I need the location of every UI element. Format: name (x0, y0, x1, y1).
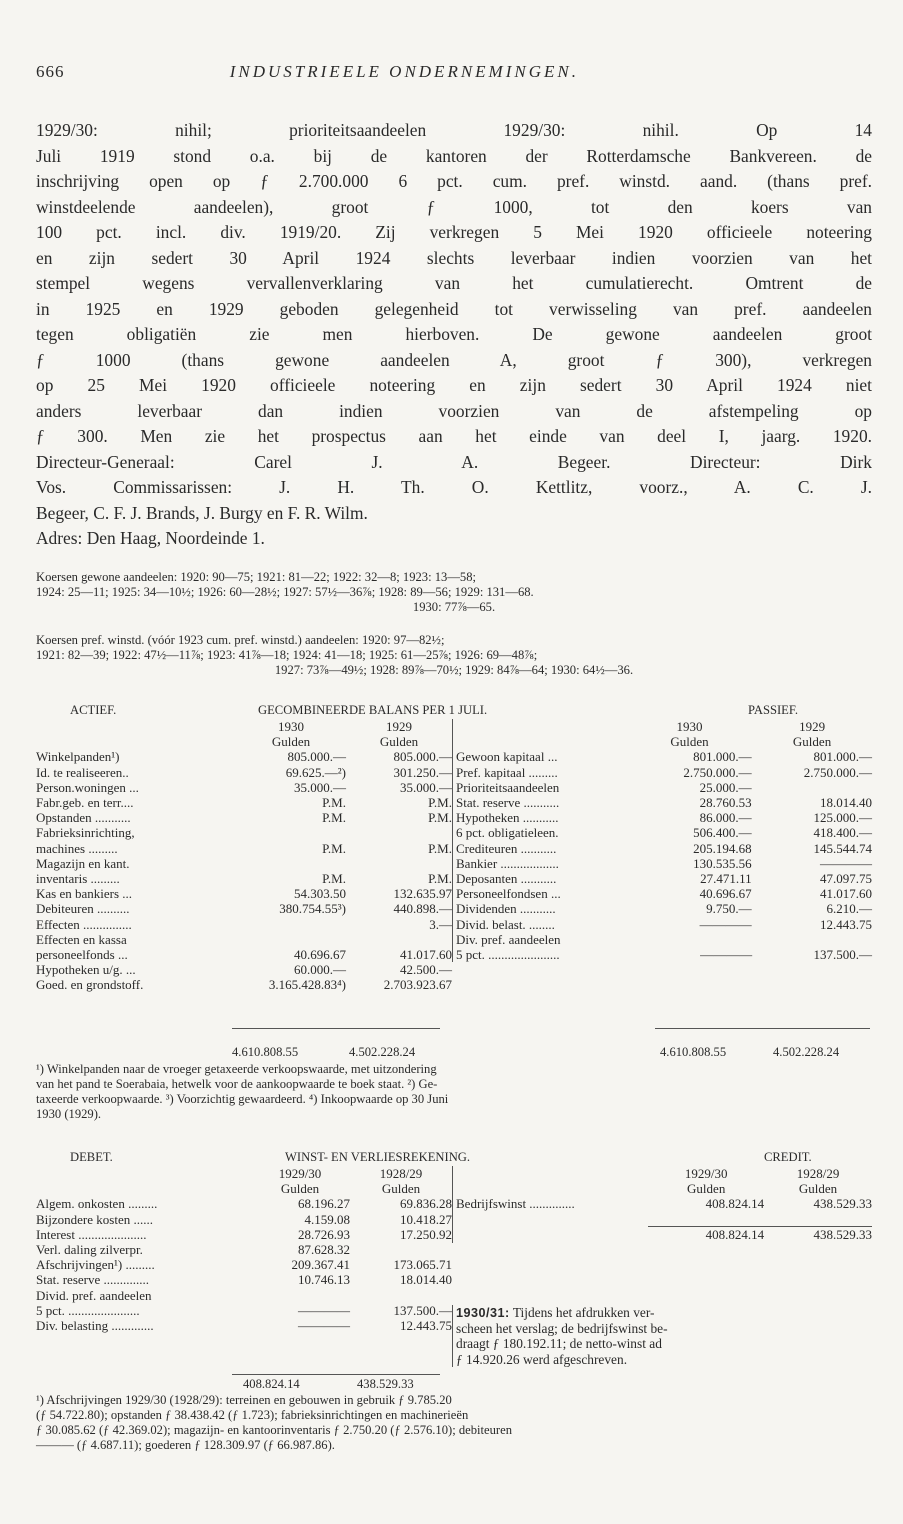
row-value: 18.014.40 (820, 795, 872, 811)
winst-debet-label: DEBET. (70, 1150, 113, 1164)
row-value: 2.750.000.— (683, 764, 752, 780)
credit-total-2: 438.529.33 (764, 1227, 872, 1243)
table-row (36, 932, 452, 947)
row-label: Bankier .................. (453, 856, 628, 871)
row-label: Fabrieksinrichting, (36, 825, 135, 841)
quotes-gewone (36, 570, 872, 615)
balance-note-line: ¹) Winkelpanden naar de vroeger getaxeerde verkoopswaarde, met uitzondering (36, 1062, 437, 1076)
body-line: Directeur-Generaal: Carel J. A. Begeer. Directeur: Dirk (36, 451, 872, 472)
body-line: 100 pct. incl. div. 1919/20. Zij verkregen 5 Mei 1920 officieele noteering (36, 222, 872, 242)
row-value (752, 780, 872, 795)
row-label: Div. pref. aandeelen (453, 932, 628, 947)
row-value: 132.635.97 (393, 886, 452, 902)
table-row (453, 901, 873, 916)
row-value (346, 856, 452, 871)
row-value: 4.159.08 (304, 1211, 350, 1227)
table-row (453, 932, 873, 947)
row-value: 301.250.— (393, 764, 452, 780)
row-value (346, 825, 452, 840)
row-value: 3.165.428.83⁴) (268, 977, 346, 993)
table-row (36, 1288, 452, 1303)
body-line: ƒ 1000 (thans gewone aandeelen A, groot ƒ 300), verkregen (36, 349, 872, 370)
table-row (36, 886, 452, 901)
row-value: 54.303.50 (294, 886, 346, 902)
year-heading: 1928/29 (379, 1166, 423, 1181)
table-row (36, 1272, 452, 1287)
row-label: Stat. reserve ........... (453, 795, 628, 810)
body-line: Adres: Den Haag, Noordeinde 1. (36, 528, 265, 548)
year-heading: 1929/30 (278, 1166, 322, 1181)
row-label: 5 pct. ...................... (36, 1302, 140, 1318)
body-line: anders leverbaar dan indien voorzien van de afstempeling op (36, 400, 872, 421)
table-row (36, 1242, 452, 1257)
table-row (453, 780, 873, 795)
row-value: P.M. (428, 795, 452, 811)
row-value: 87.628.32 (298, 1242, 350, 1258)
row-value: P.M. (322, 795, 346, 811)
balance-total-rule-left (232, 1028, 440, 1029)
row-value: 41.017.60 (400, 947, 452, 963)
body-line: ƒ 300. Men zie het prospectus aan het einde van deel I, jaarg. 1920. (36, 426, 872, 446)
row-label: Hypotheken ........... (453, 810, 628, 825)
footnote (36, 1393, 872, 1453)
row-label: Div. belasting ............. (36, 1318, 154, 1334)
table-row (36, 825, 452, 840)
row-value: ———— (298, 1302, 350, 1318)
body-text (36, 118, 872, 552)
quotes-gewone-line: 1924: 25—11; 1925: 34—10½; 1926: 60—28½; 1927: 57½—36⅞; 1928: 89—56; 1929: 131—68. (36, 585, 534, 599)
page-header (36, 62, 579, 82)
balance-title: GECOMBINEERDE BALANS PER 1 JULI. (258, 703, 488, 717)
balance-total-left-2: 4.502.228.24 (349, 1045, 416, 1059)
row-value: 17.250.92 (400, 1226, 452, 1242)
table-row (36, 977, 452, 992)
row-value (627, 932, 752, 947)
table-row (36, 901, 452, 916)
row-value: 805.000.— (287, 749, 346, 765)
row-value: ———— (298, 1318, 350, 1334)
row-label: Interest ..................... (36, 1226, 147, 1242)
balance-total-rule-right (655, 1028, 870, 1029)
debet-total-2: 438.529.33 (357, 1377, 414, 1391)
row-label: Afschrijvingen¹) ......... (36, 1257, 155, 1273)
row-value: 86.000.— (699, 810, 752, 826)
table-row (36, 1212, 452, 1227)
footnote-line: ——— (ƒ 4.687.11); goederen ƒ 128.309.97 (ƒ 66.987.86). (36, 1438, 335, 1452)
row-label: Divid. belast. ........ (453, 917, 628, 932)
row-label: Effecten en kassa (36, 931, 127, 947)
table-row (453, 1196, 873, 1211)
balance-total-right-1: 4.610.808.55 (660, 1045, 727, 1059)
row-value: 438.529.33 (813, 1196, 872, 1212)
footnote-line: ¹) Afschrijvingen 1929/30 (1928/29): terreinen en gebouwen in gebruik ƒ 9.785.20 (36, 1393, 452, 1407)
row-value: 801.000.— (813, 749, 872, 765)
body-line: inschrijving open op ƒ 2.700.000 6 pct. cum. pref. winstd. aand. (thans pref. (36, 171, 872, 191)
balance-note-line: 1930 (1929). (36, 1107, 102, 1121)
winst-debet-table (36, 1166, 452, 1333)
row-value: 25.000.— (699, 779, 752, 795)
row-value: 40.696.67 (294, 947, 346, 963)
row-label: inventaris ......... (36, 871, 120, 887)
unit-heading: Gulden (670, 734, 709, 750)
body-line: in 1925 en 1929 geboden gelegenheid tot verwisseling van pref. aandeelen (36, 298, 872, 319)
footnote-line: (ƒ 54.722.80); opstanden ƒ 38.438.42 (ƒ 1.723); fabrieksinrichtingen en machinerieën (36, 1408, 469, 1422)
row-label: machines ......... (36, 840, 118, 856)
row-label: Gewoon kapitaal ... (453, 749, 628, 764)
row-value: 801.000.— (693, 749, 752, 765)
row-value: 805.000.— (393, 749, 452, 765)
row-value: 137.500.— (813, 947, 872, 963)
row-value: 440.898.— (393, 901, 452, 917)
body-lines (36, 118, 872, 552)
row-label: Dividenden ........... (453, 901, 628, 916)
balance-total-left-1: 4.610.808.55 (232, 1045, 299, 1059)
row-label: Winkelpanden¹) (36, 749, 120, 765)
table-row (453, 886, 873, 901)
table-row (36, 962, 452, 977)
row-value: 42.500.— (400, 962, 452, 978)
row-label: Personeelfondsen ... (453, 886, 628, 901)
row-label: Effecten ............... (36, 916, 132, 932)
row-value: 6.210.— (826, 901, 872, 917)
row-label: Verl. daling zilverpr. (36, 1242, 143, 1258)
table-row (36, 810, 452, 825)
row-value: 69.836.28 (400, 1196, 452, 1212)
table-row (453, 825, 873, 840)
table-row (453, 917, 873, 932)
table-row (36, 749, 452, 764)
row-value: 145.544.74 (813, 840, 872, 856)
table-row (36, 1318, 452, 1333)
row-value: 60.000.— (294, 962, 346, 978)
row-value: 137.500.— (393, 1302, 452, 1318)
body-line: Begeer, C. F. J. Brands, J. Burgy en F. R. Wilm. (36, 502, 368, 523)
table-row (36, 780, 452, 795)
body-line: op 25 Mei 1920 officieele noteering en zijn sedert 30 April 1924 niet (36, 375, 872, 395)
balance-passief-label: PASSIEF. (748, 703, 798, 717)
row-label: 6 pct. obligatieleen. (453, 825, 628, 840)
table-row (453, 871, 873, 886)
row-value: 173.065.71 (393, 1257, 452, 1273)
row-label: Pref. kapitaal ......... (453, 765, 628, 780)
row-value (350, 1288, 452, 1303)
winst-credit-table (452, 1166, 872, 1243)
row-value: P.M. (428, 871, 452, 887)
row-value: 209.367.41 (291, 1257, 350, 1273)
row-value: 506.400.— (693, 825, 752, 841)
row-value: 408.824.14 (705, 1196, 765, 1212)
winst-title: WINST- EN VERLIESREKENING. (285, 1150, 471, 1164)
winst-note-year: 1930/31: (456, 1306, 510, 1320)
row-label: Magazijn en kant. (36, 855, 130, 871)
table-row (36, 917, 452, 932)
row-value: 380.754.55³) (279, 901, 346, 917)
row-label: Kas en bankiers ... (36, 886, 133, 902)
row-value: 12.443.75 (400, 1318, 452, 1334)
row-value: 47.097.75 (820, 871, 872, 887)
row-value (236, 825, 346, 840)
row-value: 3.— (429, 916, 452, 932)
row-label: Crediteuren ........... (453, 841, 628, 856)
row-value: 10.746.13 (298, 1272, 350, 1288)
balance-total-right-2: 4.502.228.24 (773, 1045, 840, 1059)
row-value: 205.194.68 (693, 840, 752, 856)
unit-heading: Gulden (280, 1181, 320, 1197)
balance-actief-table (36, 719, 452, 993)
row-label: 5 pct. ...................... (453, 947, 628, 962)
body-line: 1929/30: nihil; prioriteitsaandeelen 1929/30: nihil. Op 14 (36, 120, 872, 140)
balance-actief-label: ACTIEF. (70, 703, 117, 717)
row-value: P.M. (322, 810, 346, 826)
row-value: 41.017.60 (820, 886, 872, 902)
row-value (250, 1288, 350, 1303)
debet-total-1: 408.824.14 (243, 1377, 300, 1391)
unit-heading: Gulden (798, 1181, 838, 1197)
winst-note-line: draagt ƒ 180.192.11; de netto-winst ad (456, 1336, 662, 1352)
row-value: 18.014.40 (400, 1272, 452, 1288)
unit-heading: Gulden (687, 1181, 726, 1197)
table-row (36, 1196, 452, 1211)
row-label: Deposanten ........... (453, 871, 628, 886)
row-value: P.M. (322, 871, 346, 887)
quotes-pref-line: Koersen pref. winstd. (vóór 1923 cum. pref. winstd.) aandeelen: 1920: 97—82½; (36, 633, 445, 647)
row-value: ———— (699, 916, 752, 932)
quotes-gewone-line: 1930: 77⅞—65. (412, 600, 496, 614)
row-value: P.M. (322, 840, 346, 856)
row-value: ———— (820, 855, 872, 871)
row-label: Debiteuren .......... (36, 901, 130, 917)
body-line: en zijn sedert 30 April 1924 slechts leverbaar indien voorzien van het (36, 247, 872, 268)
row-value: 130.535.56 (693, 855, 752, 871)
table-row (36, 765, 452, 780)
row-label: personeelfonds ... (36, 947, 128, 963)
body-line: tegen obligatiën zie men hierboven. De gewone aandeelen groot (36, 324, 872, 344)
table-row (453, 947, 873, 962)
row-label: Bijzondere kosten ...... (36, 1211, 153, 1227)
table-row (36, 795, 452, 810)
row-value (346, 932, 452, 947)
row-label: Person.woningen ... (36, 779, 139, 795)
row-label: Algem. onkosten ......... (36, 1196, 158, 1212)
row-value: 35.000.— (400, 779, 452, 795)
row-value: 69.625.—²) (285, 764, 346, 780)
body-line: Vos. Commissarissen: J. H. Th. O. Kettlitz, voorz., A. C. J. (36, 477, 872, 497)
row-label: Divid. pref. aandeelen (36, 1287, 152, 1303)
balance-passief-table (452, 719, 872, 962)
balance-notes (36, 1062, 872, 1122)
row-label: Fabr.geb. en terr.... (36, 795, 134, 811)
row-value: 2.703.923.67 (383, 977, 452, 993)
row-value: 2.750.000.— (803, 764, 872, 780)
table-row (453, 810, 873, 825)
row-value: 28.760.53 (699, 795, 752, 811)
row-label: Hypotheken u/g. ... (36, 962, 136, 978)
unit-heading: Gulden (379, 734, 419, 750)
row-value: 27.471.11 (700, 871, 752, 887)
page-title: INDUSTRIEELE ONDERNEMINGEN. (229, 62, 579, 81)
quotes-pref (36, 633, 872, 678)
body-line: Juli 1919 stond o.a. bij de kantoren der Rotterdamsche Bankvereen. de (36, 145, 872, 166)
row-value: 35.000.— (294, 779, 346, 795)
row-label: Goed. en grondstoff. (36, 977, 144, 993)
unit-heading: Gulden (271, 734, 311, 750)
unit-heading: Gulden (792, 734, 832, 750)
row-value (236, 917, 346, 932)
row-value (236, 932, 346, 947)
table-row (453, 856, 873, 871)
quotes-gewone-line: Koersen gewone aandeelen: 1920: 90—75; 1921: 81—22; 1922: 32—8; 1923: 13—58; (36, 570, 477, 584)
winst-note (452, 1305, 668, 1367)
row-value: 68.196.27 (298, 1196, 350, 1212)
row-value: P.M. (428, 810, 452, 826)
credit-total-1: 408.824.14 (648, 1227, 764, 1243)
year-heading: 1930 (676, 719, 703, 734)
winst-note-rest: Tijdens het afdrukken ver- (512, 1305, 655, 1320)
year-heading: 1930 (278, 719, 304, 734)
table-row (36, 841, 452, 856)
table-row (36, 947, 452, 962)
unit-heading: Gulden (381, 1181, 421, 1197)
table-row (453, 795, 873, 810)
row-label: Stat. reserve .............. (36, 1272, 150, 1288)
row-value: 418.400.— (813, 825, 872, 841)
row-value: ———— (700, 947, 753, 963)
year-heading: 1928/29 (796, 1166, 840, 1181)
table-row (36, 856, 452, 871)
winst-note-line: scheen het verslag; de bedrijfswinst be- (456, 1321, 668, 1337)
balance-note-line: taxeerde verkoopwaarde. ³) Voorzichtig gewaardeerd. ⁴) Inkoopwaarde op 30 Juni (36, 1092, 449, 1106)
row-value (236, 856, 346, 871)
winst-note-line (456, 1305, 668, 1321)
quotes-pref-line: 1921: 82—39; 1922: 47½—11⅞; 1923: 41⅞—18; 1924: 41—18; 1925: 61—25⅞; 1926: 69—48⅞; (36, 648, 538, 662)
row-value: P.M. (428, 840, 452, 856)
year-heading: 1929 (799, 719, 826, 734)
row-value: 9.750.— (706, 901, 752, 917)
table-row (453, 841, 873, 856)
table-row (36, 1303, 452, 1318)
year-heading: 1929 (386, 719, 412, 734)
quotes-pref-line: 1927: 73⅞—49½; 1928: 89⅞—70½; 1929: 84⅞—64; 1930: 64½—36. (274, 663, 634, 677)
balance-note-line: van het pand te Soerabaia, hetwelk voor de aankoopwaarde te boek staat. ²) Ge- (36, 1077, 438, 1091)
row-value (350, 1242, 452, 1257)
debet-total-rule (232, 1374, 440, 1375)
footnote-line: ƒ 30.085.62 (ƒ 42.369.02); magazijn- en kantoorinventaris ƒ 2.750.20 (ƒ 2.576.10); debiteuren (36, 1423, 513, 1437)
table-row (36, 871, 452, 886)
body-line: winstdeelende aandeelen), groot ƒ 1000, tot den koers van (36, 196, 872, 217)
row-value: 125.000.— (813, 810, 872, 826)
row-value: 12.443.75 (820, 916, 872, 932)
row-label: Id. te realiseeren.. (36, 764, 129, 780)
row-value: 40.696.67 (699, 886, 752, 902)
row-value: 10.418.27 (400, 1211, 452, 1227)
row-label: Bedrijfswinst .............. (453, 1196, 649, 1211)
row-label: Opstanden ........... (36, 810, 131, 826)
row-value: 28.726.93 (298, 1226, 350, 1242)
year-heading: 1929/30 (684, 1166, 728, 1181)
table-row (36, 1227, 452, 1242)
table-row (36, 1257, 452, 1272)
table-row (453, 765, 873, 780)
row-label: Prioriteitsaandeelen (453, 780, 628, 795)
winst-note-line: ƒ 14.920.26 werd afgeschreven. (456, 1351, 628, 1367)
page-number: 666 (36, 62, 65, 81)
row-value (752, 932, 872, 947)
winst-credit-label: CREDIT. (764, 1150, 812, 1164)
table-row (453, 749, 873, 764)
body-line: stempel wegens vervallenverklaring van het cumulatierecht. Omtrent de (36, 273, 872, 293)
